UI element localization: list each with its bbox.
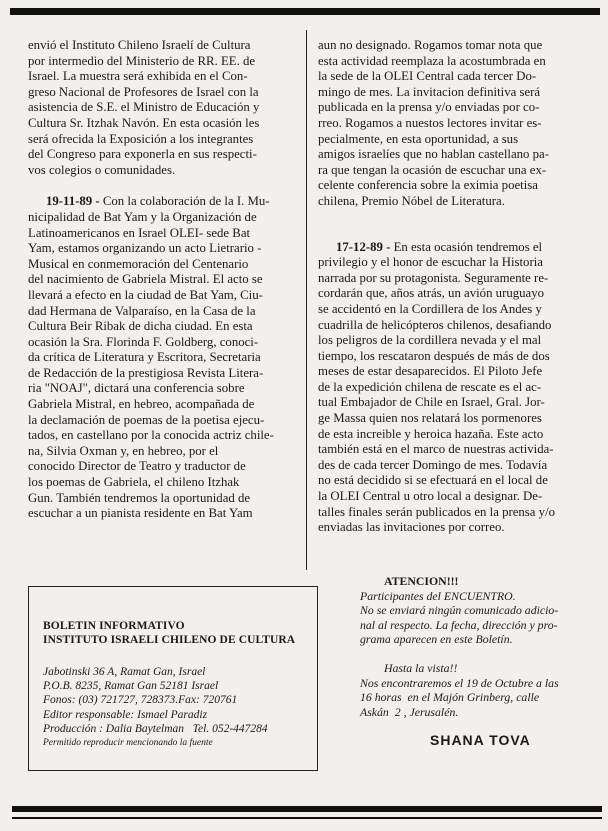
event-date: 17-12-89 - (336, 239, 391, 254)
text-line: envió el Instituto Chileno Israelí de Cultura (28, 38, 251, 52)
text-line: del nacimiento de Gabriela Mistral. El acto se (28, 272, 263, 287)
text-line: dad Hermana de Valparaíso, en la Casa de la (28, 303, 256, 318)
boletin-title (43, 619, 305, 647)
address-line: Jabotinski 36 A, Ramat Gan, Israel (43, 666, 206, 678)
text-line: escuchar a un pianista residente en Bat Yam (28, 506, 253, 521)
text-line: Gabriela Mistral, en hebreo, acompañada de (28, 397, 255, 412)
text-line: pecialmente, en esta oportunidad, a sus (318, 131, 519, 146)
text-line: celente conferencia sobre la eximia poetisa (318, 178, 538, 193)
text-line: 16 horas en el Majón Grinberg, calle (360, 690, 540, 705)
text-line: Cultura Beir Ribak de dicha ciudad. En esta (28, 319, 253, 334)
bottom-rule (12, 806, 602, 812)
column-divider (306, 30, 307, 570)
boletin-info-box (28, 586, 318, 771)
text-line: mingo de mes. La invitacion definitiva será (318, 84, 541, 99)
left-column (28, 38, 301, 522)
boletin-title-line: BOLETIN INFORMATIVO (43, 620, 185, 632)
top-rule (10, 8, 600, 15)
text-line (318, 240, 590, 256)
text-line: nal al respecto. La fecha, dirección y pro- (360, 617, 558, 632)
event-date: 19-11-89 - (46, 194, 100, 209)
text-line: de esta increible y heroica hazaña. Este acto (318, 426, 544, 441)
phone-line: Fonos: (03) 721727, 728373.Fax: 720761 (43, 694, 238, 707)
event-19-11-89-paragraph (28, 194, 301, 521)
text-line: aun no designado. Rogamos tomar nota que (318, 38, 543, 52)
text-line (28, 194, 301, 210)
text-line: des de cada tercer Domingo de mes. Todavía (318, 457, 548, 472)
text-line: del Congreso para exponerla en sus respecti- (28, 147, 257, 162)
text-line: da crítica de Literatura y Escritora, Secretaria (28, 350, 261, 365)
text-line: Musical en conmemoración del Centenario (28, 256, 249, 271)
text-line: greso Nacional de Profesores de Israel con la (28, 84, 259, 99)
text-line: se accidentó en la Cordillera de los Andes y (318, 301, 542, 316)
text-line: vos colegios o comunidades. (28, 162, 176, 177)
text-line: meses de estar desaparecidos. El Piloto Jefe (318, 364, 543, 379)
text-line: Cultura Sr. Itzhak Navón. En esta ocasión les (28, 115, 260, 130)
text-line: No se enviará ningún comunicado adicio- (360, 603, 559, 618)
text-line: Askán 2 , Jerusalén. (360, 704, 459, 719)
text-line: chilena, Premio Nóbel de Literatura. (318, 193, 505, 208)
text-line: cordarán que, años atrás, un avión uruguayo (318, 286, 545, 301)
text-line: na, Silvia Oxman y, en hebreo, por el (28, 443, 219, 458)
text-line: publicada en la prensa y/o enviadas por co- (318, 100, 540, 115)
text-line: la sede de la OLEI Central cada tercer Do- (318, 69, 537, 84)
intro-paragraph (28, 38, 301, 178)
text-line: no está decidido si se efectuará en el local de (318, 473, 548, 488)
farewell-notice (360, 661, 592, 719)
editor-line: Editor responsable: Ismael Paradiz (43, 708, 208, 721)
text-line: de Redacción de la prestigiosa Revista Litera- (28, 365, 264, 380)
participants-notice (360, 589, 592, 647)
text-line: rreo. Rogamos a nuestos lectores invitar es- (318, 115, 542, 130)
text-line: enviadas las invitaciones por correo. (318, 520, 505, 535)
text-line: la OLEI Central u otro local a designar. De- (318, 489, 543, 504)
text-line: privilegio y el honor de escuchar la Historia (318, 255, 543, 270)
text-line: grama aparecen en este Boletín. (360, 632, 513, 647)
text-line: llevará a efecto en la ciudad de Bat Yam, Ciu- (28, 287, 263, 302)
text-line: tiempo, los rescataron después de más de dos (318, 348, 550, 363)
text-line: los poemas de Gabriela, el chileno Itzhak (28, 475, 240, 490)
text-line: Israel. La muestra será exhibida en el Con- (28, 69, 248, 84)
text-line: los peligros de la cordillera nevada y el mal (318, 333, 542, 348)
text-line: nicipalidad de Bat Yam y la Organización de (28, 209, 257, 224)
text-line: ocasión la Sra. Florinda F. Goldberg, conoci- (28, 334, 259, 349)
text-line: la declamación de poemas de la poetisa ejecu- (28, 412, 265, 427)
text-line: asistencia de S.E. el Ministro de Educación y (28, 100, 260, 115)
text-line: Gun. También tendremos la oportunidad de (28, 490, 251, 505)
address-line: P.O.B. 8235, Ramat Gan 52181 Israel (43, 680, 219, 693)
event-17-12-89-paragraph (318, 240, 590, 536)
text-line: Latinoamericanos en Israel OLEI- sede Bat (28, 225, 251, 240)
text-line: también está en el marco de nuestras activida- (318, 442, 554, 457)
text-line: narrada por su protagonista. Seguramente re- (318, 270, 549, 285)
text-line: Yam, estamos organizando un acto Lietrario - (28, 241, 262, 256)
text-line: conocido Director de Teatro y traductor de (28, 459, 246, 474)
continuation-paragraph (318, 38, 590, 210)
text-line: Nos encontraremos el 19 de Octubre a las (360, 675, 559, 690)
bottom-rule-thin (12, 817, 602, 819)
text-line: esta actividad reemplaza la acostumbrada en (318, 53, 546, 68)
notice-section (360, 574, 592, 748)
text-line: amigos israelíes que no hablan castellano pa- (318, 147, 549, 162)
boletin-title-line: INSTITUTO ISRAELI CHILENO DE CULTURA (43, 634, 296, 646)
boletin-contact (43, 665, 305, 736)
text-fragment: En esta ocasión tendremos el (393, 239, 543, 254)
text-line: ge Massa quien nos relatará los pormenores (318, 411, 542, 426)
text-line: ra que tengan la ocasión de escuchar una ex- (318, 162, 547, 177)
text-line: cuadrilla de helicópteros chilenos, desafiando (318, 317, 552, 332)
text-line: tados, en castellano por la conocida actriz chile- (28, 428, 274, 443)
text-line: de la expedición chilena de rescate es el ac- (318, 379, 542, 394)
text-line: tual Embajador de Chile en Israel, Gral. Jor- (318, 395, 545, 410)
right-column (318, 38, 590, 536)
text-line: será ofrecida la Exposición a los integrantes (28, 131, 254, 146)
notice-heading: ATENCION!!! (384, 574, 459, 588)
greeting: Hasta la vista!! (384, 660, 458, 675)
text-line: por intermedio del Ministerio de RR. EE. de (28, 53, 256, 68)
text-fragment: Con la colaboración de la I. Mu- (102, 194, 270, 209)
reproduction-note: Permitido reproducir mencionando la fuente (43, 738, 213, 749)
signoff: SHANA TOVA (430, 732, 531, 749)
text-line: talles finales serán publicados en la prensa y/o (318, 504, 556, 519)
text-line: ria "NOAJ", dictará una conferencia sobre (28, 381, 245, 396)
text-line: Participantes del ENCUENTRO. (360, 588, 516, 603)
production-line: Producción : Dalia Baytelman Tel. 052-447284 (43, 722, 268, 735)
